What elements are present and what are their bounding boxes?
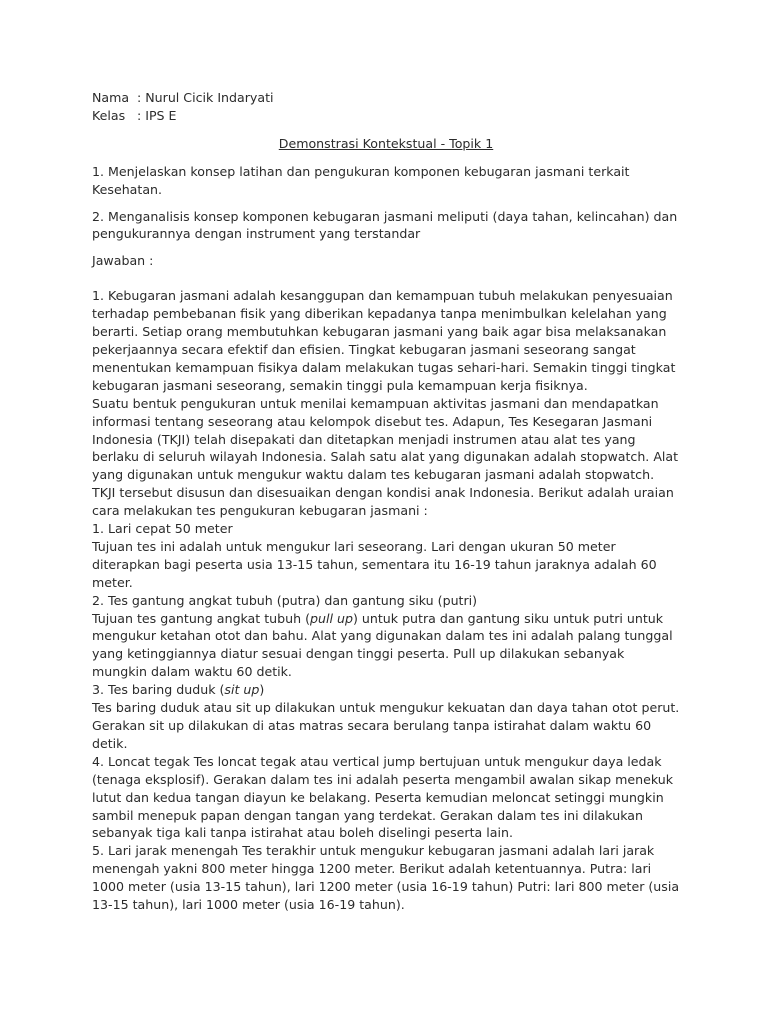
document-title: Demonstrasi Kontekstual - Topik 1 xyxy=(278,135,494,151)
test-5-paragraph: 5. Lari jarak menengah Tes terakhir untuk mengukur kebugaran jasmani adalah lari jarak menengah yakni 800 meter hingga 1200 meter. Berikut adalah ketentuannya. Putra: lari 1000 meter (usia 13-15 tahun), lari 1200 meter (usia 16-19 tahun) Putri: lari 800 meter (usia 13-15 tahun), lari 1000 meter (usia 16-19 tahun). xyxy=(92,843,680,913)
test-3-heading xyxy=(92,681,680,699)
class-value: : IPS E xyxy=(137,107,177,123)
title-wrap xyxy=(92,135,680,153)
test-3-emphasis: sit up xyxy=(224,682,260,698)
test-2-text-b: ) untuk putra dan gantung siku untuk putri untuk mengukur ketahan otot dan bahu. Alat yang digunakan dalam tes ini adalah palang tunggal yang ketinggiannya diatur sesuai dengan tinggi peserta. Pull up dilakukan sebanyak mungkin dalam waktu 60 detik. xyxy=(92,610,673,680)
class-row xyxy=(92,107,680,125)
class-label: Kelas xyxy=(92,107,126,123)
question-1: 1. Menjelaskan konsep latihan dan pengukuran komponen kebugaran jasmani terkait Kesehatan. xyxy=(92,163,630,197)
name-label: Nama xyxy=(92,90,130,105)
answer-intro-paragraph-2: Suatu bentuk pengukuran untuk menilai kemampuan aktivitas jasmani dan mendapatkan informasi tentang seseorang atau kelompok disebut tes. Adapun, Tes Kesegaran Jasmani Indonesia (TKJI) telah disepakati dan ditetapkan menjadi instrumen atau alat tes yang berlaku di seluruh wilayah Indonesia. Salah satu alat yang digunakan adalah stopwatch. Alat yang digunakan untuk mengukur waktu dalam tes kebugaran jasmani adalah stopwatch. TKJI tersebut disusun dan disesuaikan dengan kondisi anak Indonesia. Berikut adalah uraian cara melakukan tes pengukuran kebugaran jasmani : xyxy=(92,395,679,519)
test-3-head-b: ) xyxy=(259,682,265,698)
answer-intro-paragraph-1: 1. Kebugaran jasmani adalah kesanggupan dan kemampuan tubuh melakukan penyesuaian terhadap pembebanan fisik yang diberikan kepadanya tanpa menimbulkan kelelahan yang berarti. Setiap orang membutuhkan kebugaran jasmani yang baik agar bisa melaksanakan pekerjaannya secara efektif dan efisien. Tingkat kebugaran jasmani seseorang sangat menentukan kemampuan fisikya dalam melakukan tugas sehari-hari. Semakin tinggi tingkat kebugaran jasmani seseorang, semakin tinggi pula kemampuan kerja fisiknya. xyxy=(92,288,676,393)
test-2-emphasis: pull up xyxy=(310,610,353,626)
answer-body xyxy=(92,287,680,914)
test-1-heading: 1. Lari cepat 50 meter xyxy=(92,521,233,537)
name-row xyxy=(92,89,680,107)
question-2: 2. Menganalisis konsep komponen kebugaran jasmani meliputi (daya tahan, kelincahan) dan pengukurannya dengan instrument yang terstandar xyxy=(92,208,678,242)
test-2-heading: 2. Tes gantung angkat tubuh (putra) dan gantung siku (putri) xyxy=(92,592,478,608)
test-3-description: Tes baring duduk atau sit up dilakukan untuk mengukur kekuatan dan daya tahan otot perut. Gerakan sit up dilakukan di atas matras secara berulang tanpa istirahat dalam waktu 60 detik. xyxy=(92,700,680,751)
name-value: : Nurul Cicik Indaryati xyxy=(137,90,274,105)
answer-label: Jawaban : xyxy=(92,253,154,269)
test-2-text-a: Tujuan tes gantung angkat tubuh ( xyxy=(92,610,311,626)
test-3-head-a: 3. Tes baring duduk ( xyxy=(92,682,225,698)
test-2-description xyxy=(92,610,680,682)
test-1-description: Tujuan tes ini adalah untuk mengukur lari seseorang. Lari dengan ukuran 50 meter diterapkan bagi peserta usia 13-15 tahun, sementara itu 16-19 tahun jaraknya adalah 60 meter. xyxy=(92,538,657,590)
test-4-paragraph: 4. Loncat tegak Tes loncat tegak atau vertical jump bertujuan untuk mengukur daya ledak (tenaga eksplosif). Gerakan dalam tes ini adalah peserta mengambil awalan sikap menekuk lutut dan kedua tangan diayun ke belakang. Peserta kemudian meloncat setinggi mungkin sambil menepuk papan dengan tangan yang terdekat. Gerakan dalam tes ini dilakukan sebanyak tiga kali tanpa istirahat atau boleh diselingi peserta lain. xyxy=(92,753,674,841)
